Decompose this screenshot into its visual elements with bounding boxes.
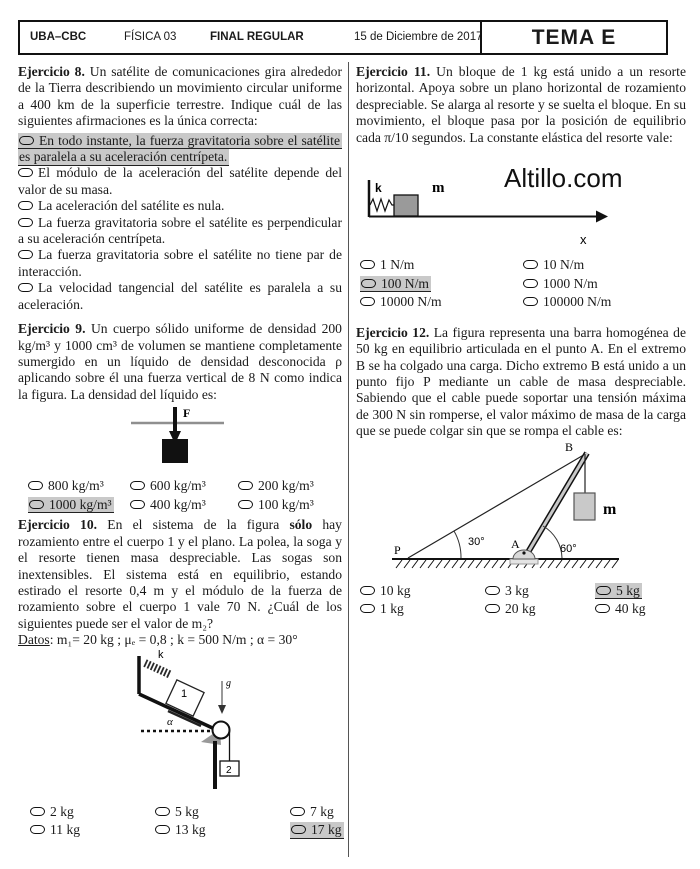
exam-type-label: FINAL REGULAR [210,31,304,43]
answer-option [523,293,686,311]
left-column [18,64,342,839]
block-1-label: 1 [181,687,188,700]
option-label: 100 N/m [381,275,429,291]
option-label: 2 kg [50,803,74,819]
exercise-9-statement [18,321,342,403]
answer-option [18,280,342,313]
checkbox-icon [485,604,500,613]
figure-10-incline-pulley [18,649,342,795]
spring-icon [370,199,394,211]
exercise-8-title: Ejercicio 8. [18,64,85,79]
gravity-label: g [226,677,231,689]
exercise-11-title: Ejercicio 11. [356,64,431,79]
checkbox-icon [155,825,170,834]
answer-option [18,165,342,198]
option-label: 10000 N/m [380,294,442,310]
figure-12-bar-cable [356,440,686,572]
option-label: 5 kg [175,803,199,819]
option-label: La velocidad tangencial del satélite es paralela a su aceleración. [18,280,342,312]
exam-header [18,20,668,55]
checkbox-icon [18,218,33,227]
answer-option [595,600,686,618]
option-label: 600 kg/m³ [150,478,206,494]
checkbox-icon [523,297,538,306]
right-column [356,64,686,618]
checkbox-icon [18,201,33,210]
block-2-label: 2 [226,764,232,776]
answer-option [30,803,155,821]
x-axis-label: x [580,232,587,248]
option-label: 400 kg/m³ [150,496,206,512]
answer-option [523,275,686,293]
option-label: 100 kg/m³ [258,496,314,512]
selected-answer [595,583,642,600]
option-label: 1 kg [380,601,404,617]
exercise-10-options [18,803,342,839]
answer-option [360,256,523,274]
pulley-icon [213,721,230,738]
exercise-10-text: hay rozamiento entre el cuerpo 1 y el plano. La polea, la soga y el resorte tienen masa despreciable. Las sogas son inextensibles. El sistema está en equilibrio, estando estirado el resorte 0,4 m y el módulo de la fuerza de rozamiento sobre el cuerpo 1 vale 70 N. ¿Cuál de los siguientes puede ser el valor de m₂? [18,517,342,631]
answer-option [595,582,686,600]
exercise-10-text: En el sistema de la figura [107,517,290,533]
exercise-11-statement [356,64,686,146]
answer-option [18,247,342,280]
hanging-mass [574,493,595,520]
selected-answer [18,133,342,166]
option-label: 1 N/m [380,257,415,273]
option-label: 1000 N/m [543,275,598,291]
checkbox-icon [523,260,538,269]
option-label: La aceleración del satélite es nula. [38,198,225,214]
checkbox-icon [523,279,538,288]
exercise-11-text: Un bloque de 1 kg está unido a un resorte horizontal. Apoya sobre un plano horizontal de rozamiento despreciable. Se alarga al resorte y se suelta el bloque. En su movimiento, el bloque pasa por la posición de equilibrio cada π/10 segundos. La constante elástica del resorte vale: [356,64,686,145]
checkbox-icon [29,500,44,509]
checkbox-icon [360,604,375,613]
checkbox-icon [291,825,306,834]
checkbox-icon [485,586,500,595]
angle-a-label: 60° [560,542,577,555]
checkbox-icon [18,250,33,259]
option-label: 11 kg [50,822,81,838]
answer-option [130,496,238,514]
course-label: FÍSICA 03 [124,31,177,43]
checkbox-icon [595,604,610,613]
answer-option [290,821,344,839]
answer-option [360,293,523,311]
exercise-8-text: Un satélite de comunicaciones gira alrededor de la Tierra describiendo un movimiento circular uniforme a 400 km de la superficie terrestre. Indique cuál de las siguientes afirmaciones es la única correcta: [18,64,342,129]
option-label: 13 kg [175,822,206,838]
selected-answer [290,822,344,839]
answer-option [130,477,238,495]
exercise-12-title: Ejercicio 12. [356,324,430,340]
answer-option [28,496,130,514]
angle-p-arc [454,531,461,558]
figure-9-buoyancy [18,403,342,477]
datos-label: Datos [18,632,50,648]
answer-option [360,600,485,618]
tema-label: TEMA E [480,22,666,53]
checkbox-icon [238,500,253,509]
exercise-10-data-line [18,632,342,648]
mass-block [394,195,418,216]
checkbox-icon [596,586,611,595]
option-label: 5 kg [616,582,640,598]
checkbox-icon [360,260,375,269]
option-label: 800 kg/m³ [48,478,104,494]
exercise-11-options [356,256,686,311]
option-label: En todo instante, la fuerza gravitatoria sobre el satélite es paralela a su aceleración centrípeta. [19,132,340,165]
point-p-label: P [394,542,401,557]
angle-p-label: 30° [468,535,485,548]
answer-option [18,215,342,248]
answer-option [18,133,342,166]
institution-label: UBA–CBC [30,31,87,43]
answer-option [18,198,342,214]
point-a-label: A [511,536,520,551]
option-label: La fuerza gravitatoria sobre el satélite es perpendicular a su aceleración centrípeta. [18,214,342,247]
checkbox-icon [155,807,170,816]
checkbox-icon [19,136,34,145]
exercise-12-text: La figura representa una barra homogénea de 50 kg en equilibrio articulada en el punto A. En el extremo B se ha colgado una carga. Dicho extremo B está unido a un punto fijo P mediante un cable de masa despreciable. Sabiendo que el cable puede soportar una tensión máxima de 300 N sin romperse, el valor máximo de masa de la carga que se puede colgar sin que se rompa el cable es: [356,324,686,439]
point-b-label: B [565,439,574,454]
exercise-8-statement [18,64,342,130]
exercise-12-options [356,582,686,618]
pivot-base [510,559,538,564]
pivot-dot [522,551,525,554]
checkbox-icon [30,807,45,816]
answer-option [30,821,155,839]
checkbox-icon [30,825,45,834]
option-label: 17 kg [311,822,342,838]
option-label: 3 kg [505,582,529,598]
option-label: 40 kg [615,601,646,617]
mass-label: m [603,500,617,518]
exercise-10-bold-word: sólo [289,517,313,533]
option-label: 1000 kg/m³ [49,496,112,512]
option-label: 10 N/m [543,257,585,273]
answer-option [485,600,595,618]
option-label: El módulo de la aceleración del satélite depende del valor de su masa. [18,165,342,197]
answer-option [290,803,344,821]
checkbox-icon [238,481,253,490]
exercise-9-title: Ejercicio 9. [18,321,86,337]
exercise-9-text: Un cuerpo sólido uniforme de densidad 200 kg/m³ y 1000 cm³ de volumen se mantiene completamente sumergido en un líquido de densidad desconocida ρ aplicando sobre él una fuerza vertical de 8 N como indica la figura. La densidad del líquido es: [18,321,342,402]
x-axis-arrowhead-icon [596,211,608,223]
datos-values: : m₁= 20 kg ; μₑ = 0,8 ; k = 500 N/m ; α = 30° [49,632,298,648]
checkbox-icon [130,500,145,509]
figure-11-spring-mass [356,152,686,248]
exercise-9-options [18,477,342,513]
exam-date: 15 de Diciembre de 2017 [354,31,483,43]
answer-option [360,582,485,600]
option-label: 20 kg [505,601,536,617]
watermark: Altillo.com [504,163,623,193]
checkbox-icon [361,279,376,288]
answer-option [28,477,130,495]
option-label: 7 kg [310,803,334,819]
checkbox-icon [130,481,145,490]
selected-answer [28,497,114,514]
force-label: F [183,406,191,421]
solid-block [162,439,188,463]
option-label: La fuerza gravitatoria sobre el satélite no tiene par de interacción. [18,247,342,279]
exercise-10-statement [18,517,342,632]
alpha-angle-label: α [167,715,173,728]
answer-option [485,582,595,600]
ground-hatching [396,560,618,568]
spring-icon [145,663,171,675]
mass-label: m [432,180,445,197]
spring-constant-label: k [375,181,382,196]
gravity-arrowhead-icon [218,705,226,714]
checkbox-icon [28,481,43,490]
exercise-12-statement [356,325,686,440]
selected-answer [360,276,431,293]
option-label: 10 kg [380,582,411,598]
checkbox-icon [290,807,305,816]
answer-option [523,256,686,274]
exercise-10-title: Ejercicio 10. [18,517,98,533]
option-label: 100000 N/m [543,294,612,310]
checkbox-icon [18,168,33,177]
checkbox-icon [360,586,375,595]
option-label: 200 kg/m³ [258,478,314,494]
column-divider [348,62,349,857]
spring-constant-label: k [158,648,164,661]
answer-option [238,477,342,495]
answer-option [155,803,290,821]
answer-option [360,275,523,293]
checkbox-icon [18,283,33,292]
checkbox-icon [360,297,375,306]
answer-option [238,496,342,514]
exercise-8-options [18,133,342,313]
answer-option [155,821,290,839]
